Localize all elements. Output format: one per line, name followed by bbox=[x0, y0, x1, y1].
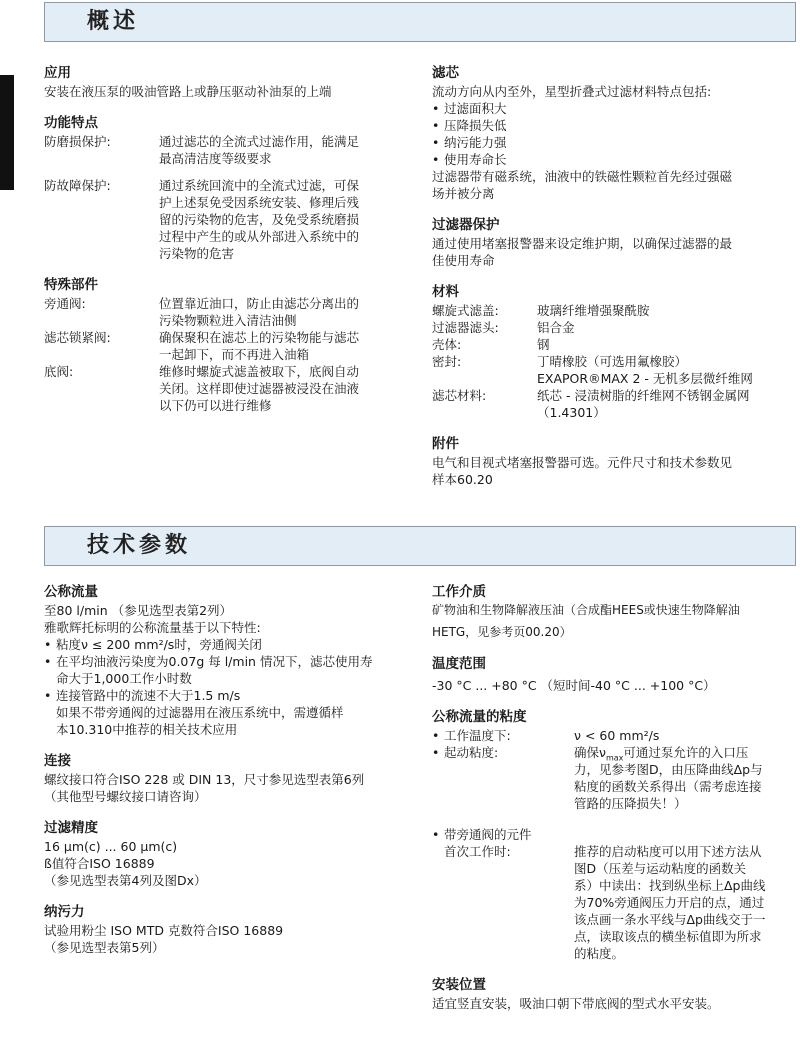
material-row: 壳体: 钢 bbox=[432, 337, 550, 352]
material-row: 密封: 丁晴橡胶（可选用氟橡胶） bbox=[432, 354, 688, 369]
materials-heading: 材料 bbox=[432, 284, 459, 300]
list-item: • 使用寿命长 bbox=[432, 152, 507, 167]
application-heading: 应用 bbox=[44, 65, 71, 81]
filtration-rating-text: 16 μm(c) ... 60 μm(c) ß值符合ISO 16889 （参见选型表第4列及图Dx） bbox=[44, 839, 207, 888]
list-item: • 连接管路中的流速不大于1.5 m/s bbox=[44, 688, 241, 703]
nominal-flow-text: 至80 l/min （参见选型表第2列） bbox=[44, 603, 233, 618]
part-value: 确保聚积在滤芯上的污染物能与滤芯 一起卸下，而不再进入油箱 bbox=[159, 330, 360, 362]
techdata-left-column bbox=[44, 583, 414, 956]
section-marker bbox=[0, 75, 14, 190]
feature-key: 防磨损保护: bbox=[44, 134, 111, 149]
list-item: • 在平均油液污染度为0.07g 每 l/min 情况下，滤芯使用寿 命大于1,000工作小时数 bbox=[44, 654, 373, 686]
part-value: 位置靠近油口，防止由滤芯分离出的 污染物颗粒进入清洁油侧 bbox=[159, 296, 360, 328]
temperature-text: -30 °C ... +80 °C （短时间-40 °C ... +100 °C） bbox=[432, 678, 716, 693]
section-title: 技术参数 bbox=[87, 533, 192, 558]
filter-protection-text: 通过使用堵塞报警器来设定维护期，以确保过滤器的最 佳使用寿命 bbox=[432, 236, 733, 268]
material-row: 过滤器滤头: 铝合金 bbox=[432, 320, 575, 335]
feature-value: 通过滤芯的全流式过滤作用，能满足 最高清洁度等级要求 bbox=[159, 134, 360, 166]
nominal-flow-basis: 雅歌辉托标明的公称流量基于以下特性: bbox=[44, 620, 261, 635]
part-key: 滤芯锁紧阀: bbox=[44, 330, 111, 345]
temperature-heading: 温度范围 bbox=[432, 656, 486, 672]
material-row: EXAPOR®MAX 2 - 无机多层微纤维网 bbox=[537, 371, 753, 386]
techdata-right-column bbox=[432, 583, 796, 1012]
filter-element-heading: 滤芯 bbox=[432, 65, 459, 81]
fluids-heading: 工作介质 bbox=[432, 584, 486, 600]
viscosity-heading: 公称流量的粘度 bbox=[432, 709, 527, 725]
viscosity-row: • 起动粘度: 确保$\nu_{max}$可通过泵允许的入口压 力，见参考图D，由压降曲线Δp与 粘度的函数关系得出（需考虑连接 管路的压降损失！） bbox=[432, 745, 763, 811]
feature-value: 通过系统回流中的全流式过滤，可保 护上述泵免受因系统安装、修理后残 留的污染物的危害，及免受系统磨损 过程中产生的或从外部进入系统中的 污染物的危害 bbox=[159, 178, 360, 261]
connection-text: 螺纹接口符合ISO 228 或 DIN 13，尺寸参见选型表第6列 （其他型号螺纹接口请咨询） bbox=[44, 772, 365, 804]
list-item: • 压降损失低 bbox=[432, 118, 507, 133]
viscosity-row: • 工作温度下: ν < 60 mm²/s bbox=[432, 728, 660, 743]
part-key: 底阀: bbox=[44, 364, 74, 379]
application-text: 安装在液压泵的吸油管路上或静压驱动补油泵的上端 bbox=[44, 84, 332, 99]
part-row bbox=[44, 363, 414, 414]
part-value: 维修时螺旋式滤盖被取下，底阀自动 关闭。这样即使过滤器被浸没在油液 以下仍可以进行维修 bbox=[159, 364, 360, 413]
accessories-text: 电气和目视式堵塞报警器可选。元件尺寸和技术参数见 样本60.20 bbox=[432, 455, 733, 487]
filter-protection-heading: 过滤器保护 bbox=[432, 217, 500, 233]
installation-heading: 安装位置 bbox=[432, 977, 486, 993]
part-row bbox=[44, 329, 414, 363]
installation-text: 适宜竖直安装，吸油口朝下带底阀的型式水平安装。 bbox=[432, 996, 720, 1011]
section-banner-technical-data bbox=[44, 526, 796, 566]
section-banner-overview bbox=[44, 2, 796, 42]
dirt-capacity-text: 试验用粉尘 ISO MTD 克数符合ISO 16889 （参见选型表第5列） bbox=[44, 923, 284, 955]
list-item: • 纳污能力强 bbox=[432, 135, 507, 150]
overview-left-column bbox=[44, 64, 414, 414]
magnet-text: 过滤器带有磁系统，油液中的铁磁性颗粒首先经过强磁 场并被分离 bbox=[432, 169, 733, 201]
feature-key: 防故障保护: bbox=[44, 178, 111, 193]
filtration-rating-heading: 过滤精度 bbox=[44, 820, 98, 836]
list-item: • 粘度ν ≤ 200 mm²/s时，旁通阀关闭 bbox=[44, 637, 262, 652]
list-item: • 过滤面积大 bbox=[432, 101, 507, 116]
part-row bbox=[44, 295, 414, 329]
part-key: 旁通阀: bbox=[44, 296, 86, 311]
filter-element-text: 流动方向从内至外，星型折叠式过滤材料特点包括: bbox=[432, 84, 712, 99]
overview-right-column bbox=[432, 64, 796, 488]
feature-row bbox=[44, 133, 414, 167]
accessories-heading: 附件 bbox=[432, 436, 459, 452]
special-parts-heading: 特殊部件 bbox=[44, 277, 98, 293]
material-row: 滤芯材料: 纸芯 - 浸渍树脂的纤维网不锈钢金属网 （1.4301） bbox=[432, 388, 750, 420]
section-title: 概述 bbox=[87, 9, 140, 34]
material-row: 螺旋式滤盖: 玻璃纤维增强聚酰胺 bbox=[432, 303, 650, 318]
feature-row bbox=[44, 177, 414, 262]
connection-heading: 连接 bbox=[44, 753, 71, 769]
fluids-text: 矿物油和生物降解液压油（合成酯HEES或快速生物降解油 HETG，见参考页00.20） bbox=[432, 603, 740, 639]
bypass-note: 如果不带旁通阀的过滤器用在液压系统中，需遵循样 本10.310中推荐的相关技术应用 bbox=[56, 705, 344, 737]
bypass-startup-row: • 带旁通阀的元件 首次工作时: 推荐的启动粘度可以用下述方法从 图D（压差与运动粘度的函数关 系）中读出：找到纵坐标上Δp曲线 为70%旁通阀压力开启的点，通过 该点画一条水平线与Δp曲线交于一 点，读取该点的横坐标值即为所求 的粘度。 bbox=[432, 827, 766, 961]
features-heading: 功能特点 bbox=[44, 115, 98, 131]
dirt-capacity-heading: 纳污力 bbox=[44, 904, 85, 920]
nominal-flow-heading: 公称流量 bbox=[44, 584, 98, 600]
